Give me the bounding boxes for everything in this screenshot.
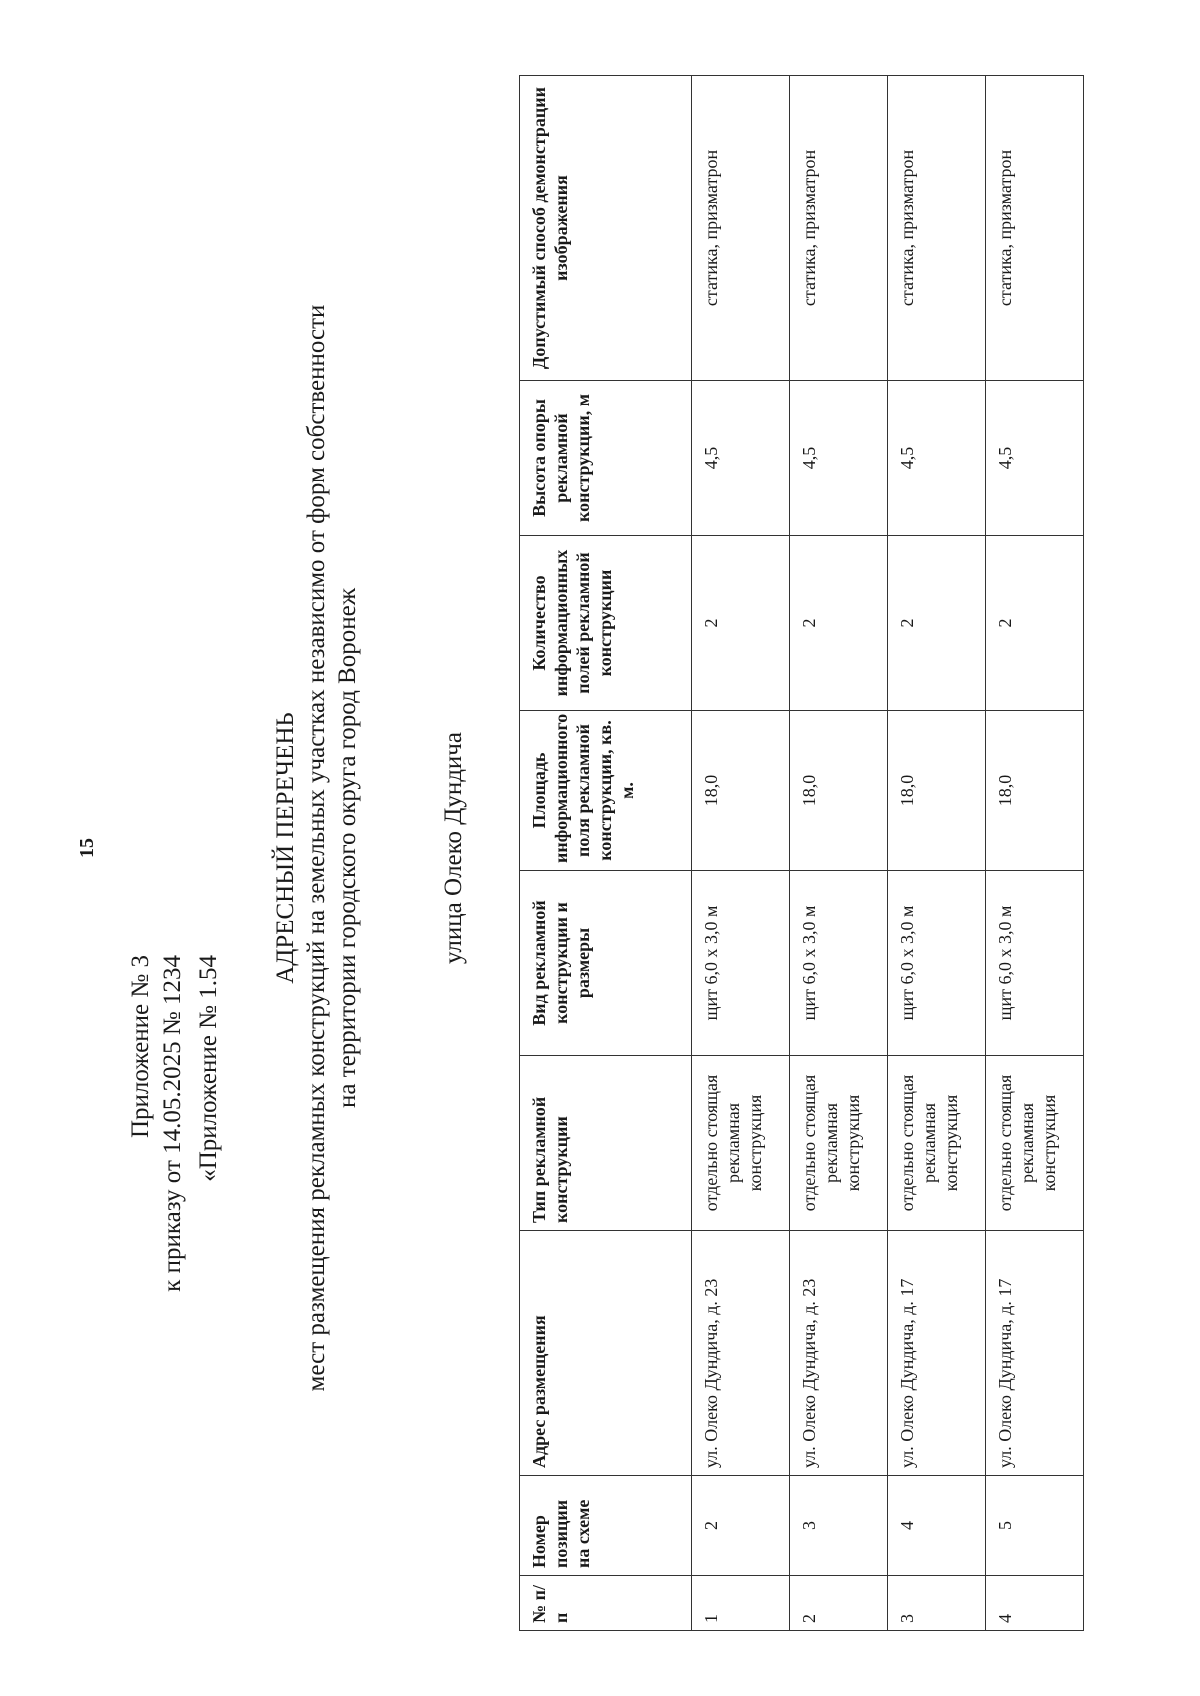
page-number: 15 — [76, 838, 98, 858]
cell-area: 18,0 — [888, 711, 986, 871]
header-position: Номер позиции на схеме — [520, 1476, 692, 1576]
document-subtitle-line-1: мест размещения рекламных конструкций на земельных участках независимо от форм собственности — [303, 304, 330, 1392]
cell-address: ул. Олеко Дундича, д. 17 — [888, 1231, 986, 1476]
cell-height: 4,5 — [986, 381, 1084, 536]
header-kind-size: Вид рекламной конструкции и размеры — [520, 871, 692, 1056]
cell-index: 1 — [692, 1576, 790, 1631]
header-field-count: Количество информационных полей рекламной конструкции — [520, 536, 692, 711]
table-row — [692, 76, 790, 1631]
header-type: Тип рекламной конструкции — [520, 1056, 692, 1231]
header-display-method: Допустимый способ демонстрации изображения — [520, 76, 692, 381]
cell-position: 5 — [986, 1476, 1084, 1576]
cell-index: 3 — [888, 1576, 986, 1631]
cell-area: 18,0 — [692, 711, 790, 871]
cell-height: 4,5 — [888, 381, 986, 536]
cell-field-count: 2 — [986, 536, 1084, 711]
annex-block — [125, 955, 225, 1655]
header-index: № п/п — [520, 1576, 692, 1631]
cell-type: отдельно стоящая рекламная конструкция — [986, 1056, 1084, 1231]
registry-table — [519, 75, 1084, 1631]
cell-kind-size: щит 6,0 х 3,0 м — [790, 871, 888, 1056]
cell-kind-size: щит 6,0 х 3,0 м — [692, 871, 790, 1056]
document-subtitle-line-2: на территории городского округа город Воронеж — [334, 588, 361, 1108]
cell-field-count: 2 — [692, 536, 790, 711]
header-address: Адрес размещения — [520, 1231, 692, 1476]
cell-display-method: статика, призматрон — [888, 76, 986, 381]
cell-display-method: статика, призматрон — [790, 76, 888, 381]
cell-type: отдельно стоящая рекламная конструкция — [790, 1056, 888, 1231]
cell-display-method: статика, призматрон — [986, 76, 1084, 381]
header-height: Высота опоры рекламной конструкции, м — [520, 381, 692, 536]
cell-address: ул. Олеко Дундича, д. 23 — [790, 1231, 888, 1476]
cell-address: ул. Олеко Дундича, д. 23 — [692, 1231, 790, 1476]
annex-inner-reference: «Приложение № 1.54 — [195, 955, 222, 1182]
cell-type: отдельно стоящая рекламная конструкция — [888, 1056, 986, 1231]
cell-height: 4,5 — [790, 381, 888, 536]
cell-field-count: 2 — [790, 536, 888, 711]
table-row — [986, 76, 1084, 1631]
cell-area: 18,0 — [790, 711, 888, 871]
cell-kind-size: щит 6,0 х 3,0 м — [888, 871, 986, 1056]
cell-field-count: 2 — [888, 536, 986, 711]
cell-kind-size: щит 6,0 х 3,0 м — [986, 871, 1084, 1056]
table-row — [888, 76, 986, 1631]
header-area: Площадь информационного поля рекламной конструкции, кв. м. — [520, 711, 692, 871]
annex-number: Приложение № 3 — [127, 955, 154, 1139]
table-row — [790, 76, 888, 1631]
cell-area: 18,0 — [986, 711, 1084, 871]
street-name: улица Олеко Дундича — [440, 732, 467, 964]
cell-address: ул. Олеко Дундича, д. 17 — [986, 1231, 1084, 1476]
cell-position: 3 — [790, 1476, 888, 1576]
annex-order-reference: к приказу от 14.05.2025 № 1234 — [159, 955, 186, 1292]
title-block — [270, 0, 363, 1696]
cell-position: 2 — [692, 1476, 790, 1576]
cell-index: 4 — [986, 1576, 1084, 1631]
cell-type: отдельно стоящая рекламная конструкция — [692, 1056, 790, 1231]
cell-position: 4 — [888, 1476, 986, 1576]
cell-display-method: статика, призматрон — [692, 76, 790, 381]
cell-height: 4,5 — [692, 381, 790, 536]
cell-index: 2 — [790, 1576, 888, 1631]
document-heading: АДРЕСНЫЙ ПЕРЕЧЕНЬ — [272, 712, 299, 984]
table-header-row — [520, 76, 692, 1631]
